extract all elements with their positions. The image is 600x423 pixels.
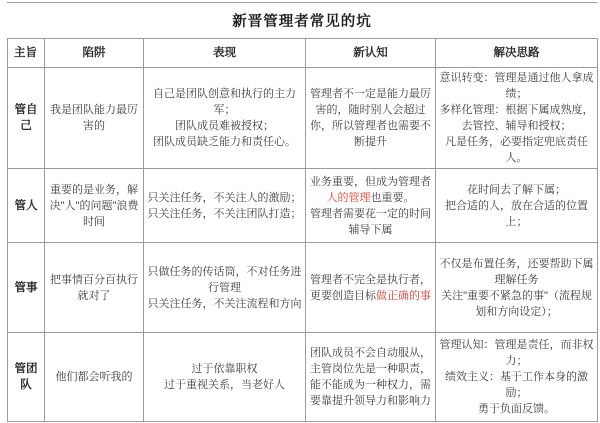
cell-text-line: [309, 86, 432, 150]
cell-text-line: [147, 206, 302, 222]
cell-text-line: [147, 377, 302, 393]
table-row: [8, 169, 598, 243]
plain-text: 管理者不完全是执行者，更要创造目标: [310, 273, 431, 302]
cell-text-line: [439, 70, 594, 102]
cell-text-line: [309, 345, 432, 409]
cell-text-line: [147, 190, 302, 206]
plain-text: 重要的是业务，解决"人"的问题"浪费时间: [49, 183, 139, 228]
cell-behavior: [144, 243, 306, 333]
plain-text: 凡是任务，必要指定兜底责任人。: [445, 136, 588, 164]
cell-subject: 管人: [8, 169, 45, 243]
highlighted-text: 人的管理: [326, 191, 371, 204]
cell-cognition: [306, 169, 436, 243]
cell-text-line: [147, 86, 302, 118]
cell-cognition: [306, 243, 436, 333]
plain-text: 多样化管理：根据下属成熟度，去管控、辅导和授权；: [439, 104, 594, 132]
column-header-subject: 主旨: [8, 39, 45, 68]
column-header-solution: 解决思路: [436, 39, 598, 68]
cell-text-line: [48, 102, 140, 134]
plain-text: 也重要。: [370, 191, 415, 204]
table-header-row: [8, 39, 598, 68]
cell-text-line: [439, 256, 594, 288]
cell-text-line: [309, 272, 432, 304]
plain-text: 把合适的人，放在合适的位置上；: [445, 199, 588, 228]
plain-text: 绩效主义：基于工作本身的激励；: [445, 371, 588, 399]
cell-behavior: [144, 68, 306, 169]
cell-text-line: [439, 198, 594, 230]
cell-text-line: [48, 272, 140, 304]
page-title: 新晋管理者常见的坑: [7, 2, 597, 38]
plain-text: 不仅是布置任务，还要帮助下属理解任务: [439, 257, 594, 286]
plain-text: 过于依靠职权: [191, 363, 258, 375]
plain-text: 团队成员不会自动服从，主管岗位先是一种职责，能不能成为一种权力，需要靠提升领导力和影响力: [310, 347, 431, 407]
cell-text-line: [48, 369, 140, 385]
cell-text-line: [439, 337, 594, 369]
cell-text-line: [48, 182, 140, 230]
plain-text: 团队成员缺乏能力和责任心。: [153, 136, 296, 148]
table-body: [8, 68, 598, 422]
table-row: [8, 333, 598, 422]
cell-text-line: [147, 296, 302, 312]
plain-text: 管理认知：管理是责任，而非权力；: [439, 339, 594, 367]
plain-text: 意识转变：管理是通过他人拿成绩；: [439, 72, 594, 100]
cell-trap: [45, 68, 144, 169]
cell-text-line: [309, 206, 432, 238]
cell-text-line: [309, 174, 432, 206]
cell-subject: 管团队: [8, 333, 45, 422]
plain-text: 只关注任务，不关注人的激励；: [147, 191, 302, 204]
cell-cognition: [306, 68, 436, 169]
column-header-trap: 陷阱: [45, 39, 144, 68]
pitfalls-table-wrapper: [7, 2, 597, 422]
cell-trap: [45, 333, 144, 422]
cell-solution: [436, 68, 598, 169]
cell-text-line: [147, 118, 302, 134]
plain-text: 过于重视关系，当老好人: [164, 379, 285, 391]
table-row: [8, 68, 598, 169]
pitfalls-table: [7, 38, 598, 422]
cell-text-line: [147, 134, 302, 150]
column-header-cognition: 新认知: [306, 39, 436, 68]
plain-text: 管理者需要花一定的时间辅导下属: [310, 207, 431, 236]
plain-text: 只做任务的传话筒，不对任务进行管理: [147, 265, 302, 294]
cell-behavior: [144, 169, 306, 243]
plain-text: 管理者不一定是能力最厉害的，随时别人会超过你，所以管理者也需要不断提升: [310, 88, 431, 148]
plain-text: 只关注任务，不关注团队打造；: [147, 207, 302, 220]
plain-text: 只关注任务，不关注流程和方向: [147, 297, 302, 310]
cell-text-line: [147, 361, 302, 377]
cell-text-line: [439, 134, 594, 166]
cell-solution: [436, 169, 598, 243]
cell-trap: [45, 169, 144, 243]
plain-text: 勇于负面反馈。: [478, 403, 555, 415]
plain-text: 团队成员难被授权；: [175, 120, 274, 132]
cell-text-line: [439, 102, 594, 134]
plain-text: 关注"重要不紧急的事"（流程规划和方向设定）；: [441, 289, 592, 318]
cell-trap: [45, 243, 144, 333]
plain-text: 他们都会听我的: [55, 371, 133, 383]
plain-text: 花时间去了解下属；: [467, 183, 566, 196]
cell-text-line: [439, 401, 594, 417]
column-header-behavior: 表现: [144, 39, 306, 68]
plain-text: 自己是团队创意和执行的主力军；: [153, 88, 296, 116]
cell-subject: 管事: [8, 243, 45, 333]
plain-text: 我是团队能力最厉害的: [50, 104, 138, 132]
cell-behavior: [144, 333, 306, 422]
cell-text-line: [439, 182, 594, 198]
cell-solution: [436, 333, 598, 422]
plain-text: 业务重要，但成为管理者: [310, 175, 431, 188]
cell-text-line: [147, 264, 302, 296]
highlighted-text: 做正确的事: [376, 289, 431, 302]
cell-text-line: [439, 369, 594, 401]
table-row: [8, 243, 598, 333]
cell-solution: [436, 243, 598, 333]
cell-text-line: [439, 288, 594, 320]
cell-cognition: [306, 333, 436, 422]
cell-subject: 管自己: [8, 68, 45, 169]
plain-text: 把事情百分百执行就对了: [50, 273, 138, 302]
